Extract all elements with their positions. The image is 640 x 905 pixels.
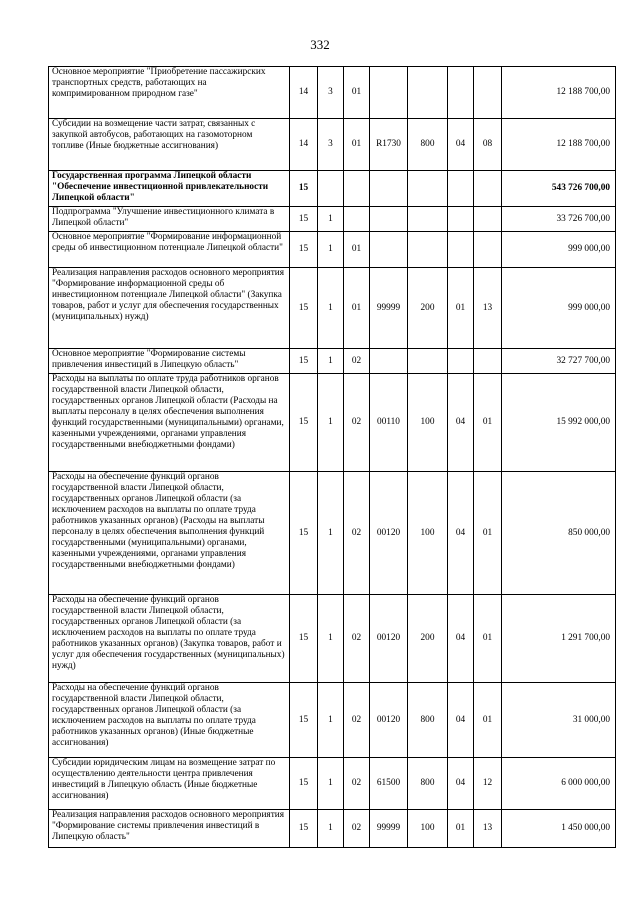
event-code: 02 — [344, 349, 370, 374]
row-name: Основное мероприятие "Формирование информационной среды об инвестиционном потенциале Липецкой области" — [49, 232, 290, 268]
expense-type-code — [408, 207, 448, 232]
subprogram-code: 3 — [318, 67, 344, 119]
section-code — [448, 349, 474, 374]
table-row — [49, 67, 616, 119]
table-row — [49, 595, 616, 683]
expense-type-code — [408, 171, 448, 207]
row-amount: 850 000,00 — [502, 472, 616, 595]
event-code — [344, 171, 370, 207]
row-name: Расходы на выплаты по оплате труда работников органов государственной власти Липецкой области, государственных органов Липецкой области (Расходы на выплаты персоналу в целях обеспечения выполнения функций государственными (муниципальными) органами, казенными учреждениями, органами управления государственными внебюджетными фондами) — [49, 374, 290, 472]
row-amount: 33 726 700,00 — [502, 207, 616, 232]
subsection-code — [474, 67, 502, 119]
table-row — [49, 232, 616, 268]
budget-table — [48, 66, 616, 848]
expense-type-code: 100 — [408, 374, 448, 472]
expense-direction-code: 00120 — [370, 683, 408, 758]
row-amount: 999 000,00 — [502, 268, 616, 349]
expense-type-code: 200 — [408, 268, 448, 349]
event-code: 01 — [344, 268, 370, 349]
section-code: 01 — [448, 268, 474, 349]
expense-type-code: 800 — [408, 758, 448, 810]
program-code: 14 — [290, 67, 318, 119]
section-code: 04 — [448, 119, 474, 171]
program-code: 15 — [290, 472, 318, 595]
table-row — [49, 758, 616, 810]
program-code: 15 — [290, 595, 318, 683]
section-code — [448, 171, 474, 207]
program-code: 15 — [290, 268, 318, 349]
row-amount: 31 000,00 — [502, 683, 616, 758]
expense-type-code — [408, 349, 448, 374]
subsection-code: 12 — [474, 758, 502, 810]
table-row — [49, 119, 616, 171]
event-code: 02 — [344, 374, 370, 472]
event-code: 01 — [344, 232, 370, 268]
subprogram-code: 1 — [318, 268, 344, 349]
program-code: 15 — [290, 349, 318, 374]
subprogram-code: 1 — [318, 232, 344, 268]
subsection-code: 13 — [474, 810, 502, 848]
expense-direction-code: R1730 — [370, 119, 408, 171]
program-code: 15 — [290, 683, 318, 758]
subsection-code: 01 — [474, 374, 502, 472]
program-code: 15 — [290, 232, 318, 268]
expense-direction-code — [370, 232, 408, 268]
event-code: 02 — [344, 683, 370, 758]
event-code: 01 — [344, 119, 370, 171]
subsection-code: 13 — [474, 268, 502, 349]
row-amount: 1 450 000,00 — [502, 810, 616, 848]
subprogram-code: 1 — [318, 207, 344, 232]
expense-direction-code: 00120 — [370, 595, 408, 683]
row-amount: 12 188 700,00 — [502, 67, 616, 119]
subprogram-code: 1 — [318, 758, 344, 810]
program-code: 15 — [290, 374, 318, 472]
expense-type-code: 200 — [408, 595, 448, 683]
subprogram-code: 1 — [318, 349, 344, 374]
row-name: Основное мероприятие "Приобретение пассажирских транспортных средств, работающих на компримированном природном газе" — [49, 67, 290, 119]
subsection-code — [474, 349, 502, 374]
event-code: 02 — [344, 810, 370, 848]
expense-direction-code — [370, 171, 408, 207]
row-amount: 12 188 700,00 — [502, 119, 616, 171]
subsection-code: 01 — [474, 472, 502, 595]
table-row — [49, 683, 616, 758]
row-amount: 999 000,00 — [502, 232, 616, 268]
subsection-code — [474, 207, 502, 232]
expense-direction-code: 99999 — [370, 268, 408, 349]
expense-direction-code: 00110 — [370, 374, 408, 472]
expense-direction-code — [370, 67, 408, 119]
event-code: 02 — [344, 595, 370, 683]
row-name: Государственная программа Липецкой области "Обеспечение инвестиционной привлекательности Липецкой области" — [49, 171, 290, 207]
section-code: 04 — [448, 595, 474, 683]
row-name: Расходы на обеспечение функций органов государственной власти Липецкой области, государственных органов Липецкой области (за исключением расходов на выплаты по оплате труда работников указанных органов) (Закупка товаров, работ и услуг для обеспечения государственных (муниципальных) нужд) — [49, 595, 290, 683]
row-name: Реализация направления расходов основного мероприятия "Формирование системы привлечения инвестиций в Липецкую область" — [49, 810, 290, 848]
row-amount: 543 726 700,00 — [502, 171, 616, 207]
row-name: Реализация направления расходов основного мероприятия "Формирование информационной среды об инвестиционном потенциале Липецкой области" (Закупка товаров, работ и услуг для обеспечения государственных (муниципальных) нужд) — [49, 268, 290, 349]
expense-direction-code — [370, 207, 408, 232]
section-code — [448, 67, 474, 119]
event-code: 01 — [344, 67, 370, 119]
program-code: 15 — [290, 171, 318, 207]
expense-type-code: 100 — [408, 810, 448, 848]
table-row — [49, 810, 616, 848]
expense-type-code: 800 — [408, 683, 448, 758]
subprogram-code: 1 — [318, 595, 344, 683]
table-row — [49, 268, 616, 349]
expense-direction-code: 00120 — [370, 472, 408, 595]
subprogram-code: 1 — [318, 810, 344, 848]
subprogram-code: 3 — [318, 119, 344, 171]
section-code — [448, 232, 474, 268]
row-name: Подпрограмма "Улучшение инвестиционного климата в Липецкой области" — [49, 207, 290, 232]
row-name: Расходы на обеспечение функций органов государственной власти Липецкой области, государственных органов Липецкой области (за исключением расходов на выплаты по оплате труда работников указанных органов) (Иные бюджетные ассигнования) — [49, 683, 290, 758]
event-code — [344, 207, 370, 232]
row-amount: 6 000 000,00 — [502, 758, 616, 810]
subsection-code: 01 — [474, 595, 502, 683]
row-name: Основное мероприятие "Формирование системы привлечения инвестиций в Липецкую область" — [49, 349, 290, 374]
section-code — [448, 207, 474, 232]
table-row — [49, 207, 616, 232]
expense-type-code — [408, 232, 448, 268]
subprogram-code: 1 — [318, 374, 344, 472]
event-code: 02 — [344, 758, 370, 810]
table-row — [49, 374, 616, 472]
program-code: 15 — [290, 810, 318, 848]
row-name: Субсидии на возмещение части затрат, связанных с закупкой автобусов, работающих на газомоторном топливе (Иные бюджетные ассигнования) — [49, 119, 290, 171]
row-amount: 32 727 700,00 — [502, 349, 616, 374]
row-amount: 15 992 000,00 — [502, 374, 616, 472]
program-code: 15 — [290, 207, 318, 232]
page-number: 332 — [310, 37, 330, 52]
expense-direction-code — [370, 349, 408, 374]
subprogram-code: 1 — [318, 472, 344, 595]
table-row — [49, 171, 616, 207]
expense-direction-code: 61500 — [370, 758, 408, 810]
row-name: Расходы на обеспечение функций органов государственной власти Липецкой области, государственных органов Липецкой области (за исключением расходов на выплаты по оплате труда работников указанных органов) (Расходы на выплаты персоналу в целях обеспечения выполнения функций государственными (муниципальными) органами, казенными учреждениями, органами управления государственными внебюджетными фондами) — [49, 472, 290, 595]
expense-type-code: 100 — [408, 472, 448, 595]
event-code: 02 — [344, 472, 370, 595]
section-code: 01 — [448, 810, 474, 848]
expense-type-code — [408, 67, 448, 119]
table-row — [49, 349, 616, 374]
section-code: 04 — [448, 683, 474, 758]
program-code: 15 — [290, 758, 318, 810]
subsection-code: 08 — [474, 119, 502, 171]
subprogram-code: 1 — [318, 683, 344, 758]
subsection-code — [474, 232, 502, 268]
expense-direction-code: 99999 — [370, 810, 408, 848]
program-code: 14 — [290, 119, 318, 171]
budget-table-body — [49, 67, 616, 848]
section-code: 04 — [448, 758, 474, 810]
expense-type-code: 800 — [408, 119, 448, 171]
row-name: Субсидии юридическим лицам на возмещение затрат по осуществлению деятельности центра привлечения инвестиций в Липецкую область (Иные бюджетные ассигнования) — [49, 758, 290, 810]
section-code: 04 — [448, 374, 474, 472]
table-row — [49, 472, 616, 595]
subsection-code — [474, 171, 502, 207]
subsection-code: 01 — [474, 683, 502, 758]
subprogram-code — [318, 171, 344, 207]
section-code: 04 — [448, 472, 474, 595]
row-amount: 1 291 700,00 — [502, 595, 616, 683]
